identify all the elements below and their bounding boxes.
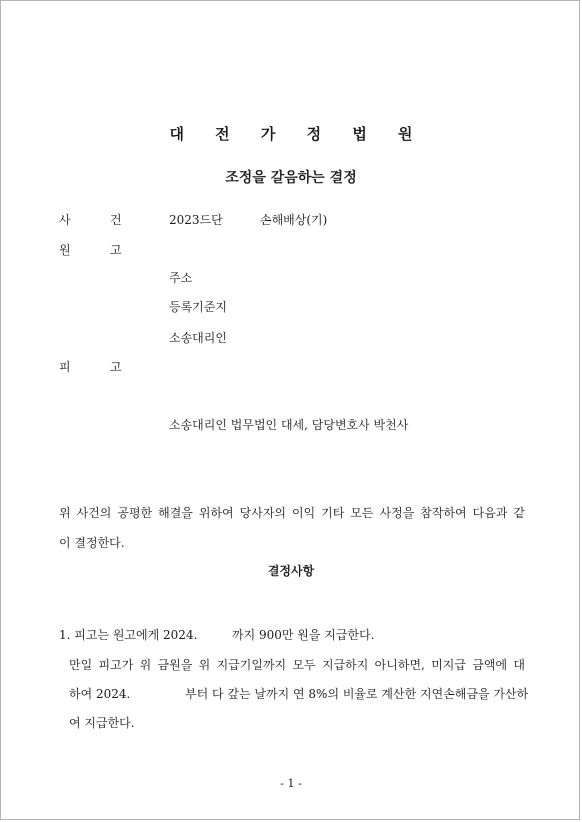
intro-line-1: 위 사건의 공평한 해결을 위하여 당사자의 이익 기타 모든 사정을 참작하여 다음과 같 xyxy=(59,506,525,520)
decision-item1-part-b: 까지 900만 원을 지급한다. xyxy=(232,628,375,642)
decision-title: 결정사항 xyxy=(267,564,315,578)
page-number: - 1 - xyxy=(280,777,302,790)
plaintiff-label-2: 고 xyxy=(110,243,122,257)
case-number: 2023드단 xyxy=(169,213,223,227)
case-label-2: 건 xyxy=(110,213,122,227)
document-title: 조정을 갈음하는 결정 xyxy=(225,170,357,186)
plaintiff-label-1: 원 xyxy=(59,243,71,257)
defendant-attorney: 소송대리인 법무법인 대세, 담당변호사 박천사 xyxy=(169,418,409,432)
plaintiff-attorney-label: 소송대리인 xyxy=(169,331,227,345)
case-name: 손해배상(기) xyxy=(260,213,328,227)
plaintiff-registry-label: 등록기준지 xyxy=(169,300,227,314)
case-label-1: 사 xyxy=(59,213,71,227)
court-name: 대 전 가 정 법 원 xyxy=(169,125,426,143)
intro-line-2: 이 결정한다. xyxy=(59,536,125,550)
decision-item1-line-2: 만일 피고가 위 금원을 위 지급기일까지 모두 지급하지 아니하면, 미지급 금액에 대 xyxy=(69,658,525,672)
decision-item1-line-4: 여 지급한다. xyxy=(69,716,135,730)
decision-item1-line-3-b: 부터 다 갚는 날까지 연 8%의 비율로 계산한 지연손해금을 가산하 xyxy=(185,687,529,701)
decision-item1-line-3-a: 하여 2024. xyxy=(69,687,131,701)
defendant-label-1: 피 xyxy=(59,360,71,374)
decision-item1-part-a: 1. 피고는 원고에게 2024. xyxy=(59,628,198,642)
defendant-label-2: 고 xyxy=(110,360,122,374)
plaintiff-address-label: 주소 xyxy=(169,271,193,285)
